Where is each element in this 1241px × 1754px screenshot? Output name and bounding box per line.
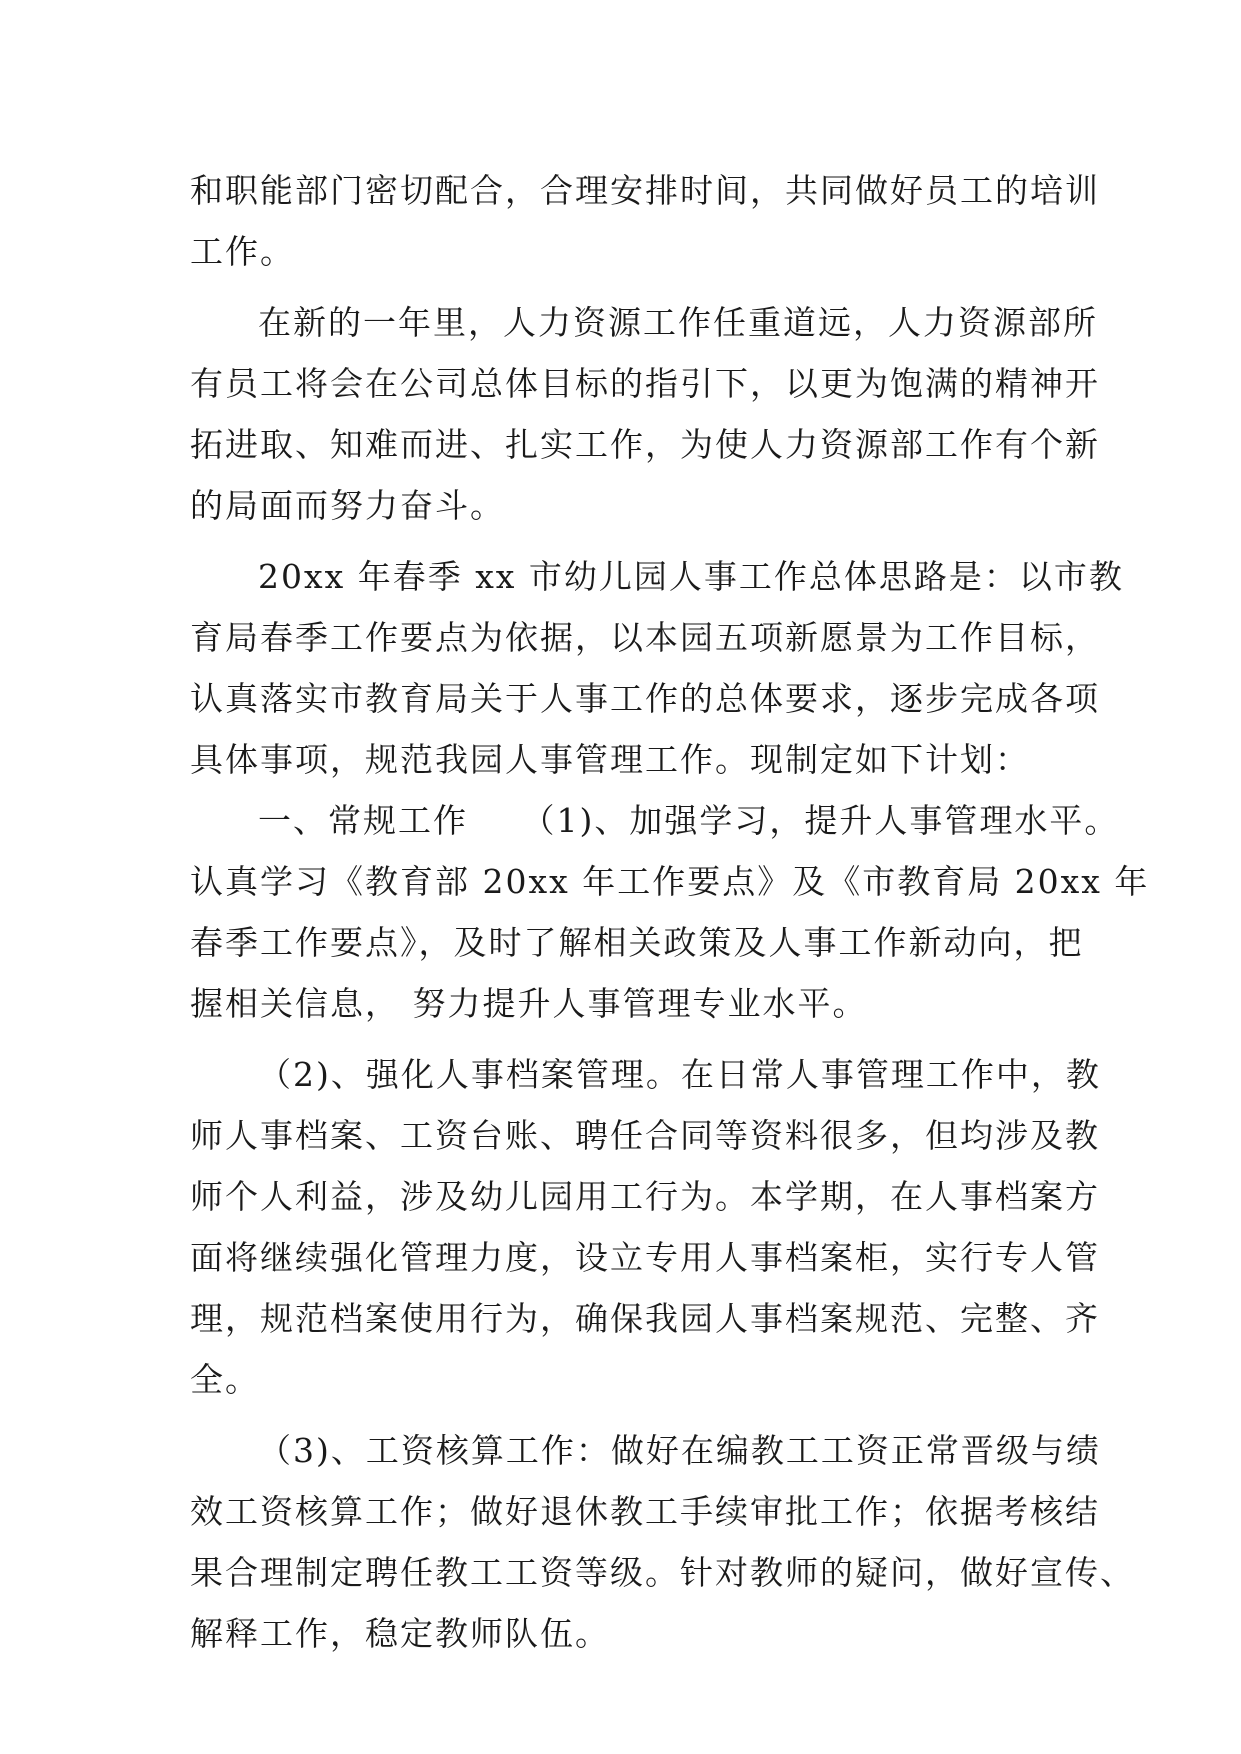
text-line: 果合理制定聘任教工工资等级。针对教师的疑问，做好宣传、 [190, 1553, 1135, 1592]
text-line: 全。 [190, 1360, 260, 1399]
text-line: 理，规范档案使用行为，确保我园人事档案规范、完整、齐 [190, 1299, 1100, 1338]
text-line: 认真落实市教育局关于人事工作的总体要求，逐步完成各项 [190, 679, 1100, 718]
text-line: 具体事项，规范我园人事管理工作。现制定如下计划： [190, 740, 1030, 779]
text-line: 认真学习《教育部 20xx 年工作要点》及《市教育局 20xx 年 [190, 862, 1150, 901]
text-line: 工作。 [190, 232, 295, 271]
text-line: 和职能部门密切配合，合理安排时间，共同做好员工的培训 [190, 171, 1100, 210]
text-line: 师人事档案、工资台账、聘任合同等资料很多，但均涉及教 [190, 1116, 1100, 1155]
text-line: 有员工将会在公司总体目标的指引下，以更为饱满的精神开 [190, 364, 1100, 403]
text-line: 师个人利益，涉及幼儿园用工行为。本学期，在人事档案方 [190, 1177, 1100, 1216]
text-line: （3)、工资核算工作：做好在编教工工资正常晋级与绩 [258, 1431, 1101, 1470]
text-line: 解释工作，稳定教师队伍。 [190, 1614, 610, 1653]
document-body [190, 160, 1150, 1664]
text-line: 的局面而努力奋斗。 [190, 486, 505, 525]
text-line: 握相关信息， 努力提升人事管理专业水平。 [190, 984, 868, 1023]
text-line: 面将继续强化管理力度，设立专用人事档案柜，实行专人管 [190, 1238, 1100, 1277]
text-line: 拓进取、知难而进、扎实工作，为使人力资源部工作有个新 [190, 425, 1100, 464]
text-line: 在新的一年里，人力资源工作任重道远，人力资源部所 [258, 303, 1098, 342]
text-line: （2)、强化人事档案管理。在日常人事管理工作中，教 [258, 1055, 1101, 1094]
text-line: 育局春季工作要点为依据，以本园五项新愿景为工作目标， [190, 618, 1100, 657]
text-line: 效工资核算工作；做好退休教工手续审批工作；依据考核结 [190, 1492, 1100, 1531]
text-line: 一、常规工作 （1)、加强学习，提升人事管理水平。 [258, 801, 1120, 840]
text-line: 春季工作要点》，及时了解相关政策及人事工作新动向，把 [190, 923, 1084, 962]
text-line: 20xx 年春季 xx 市幼儿园人事工作总体思路是：以市教 [258, 557, 1124, 596]
